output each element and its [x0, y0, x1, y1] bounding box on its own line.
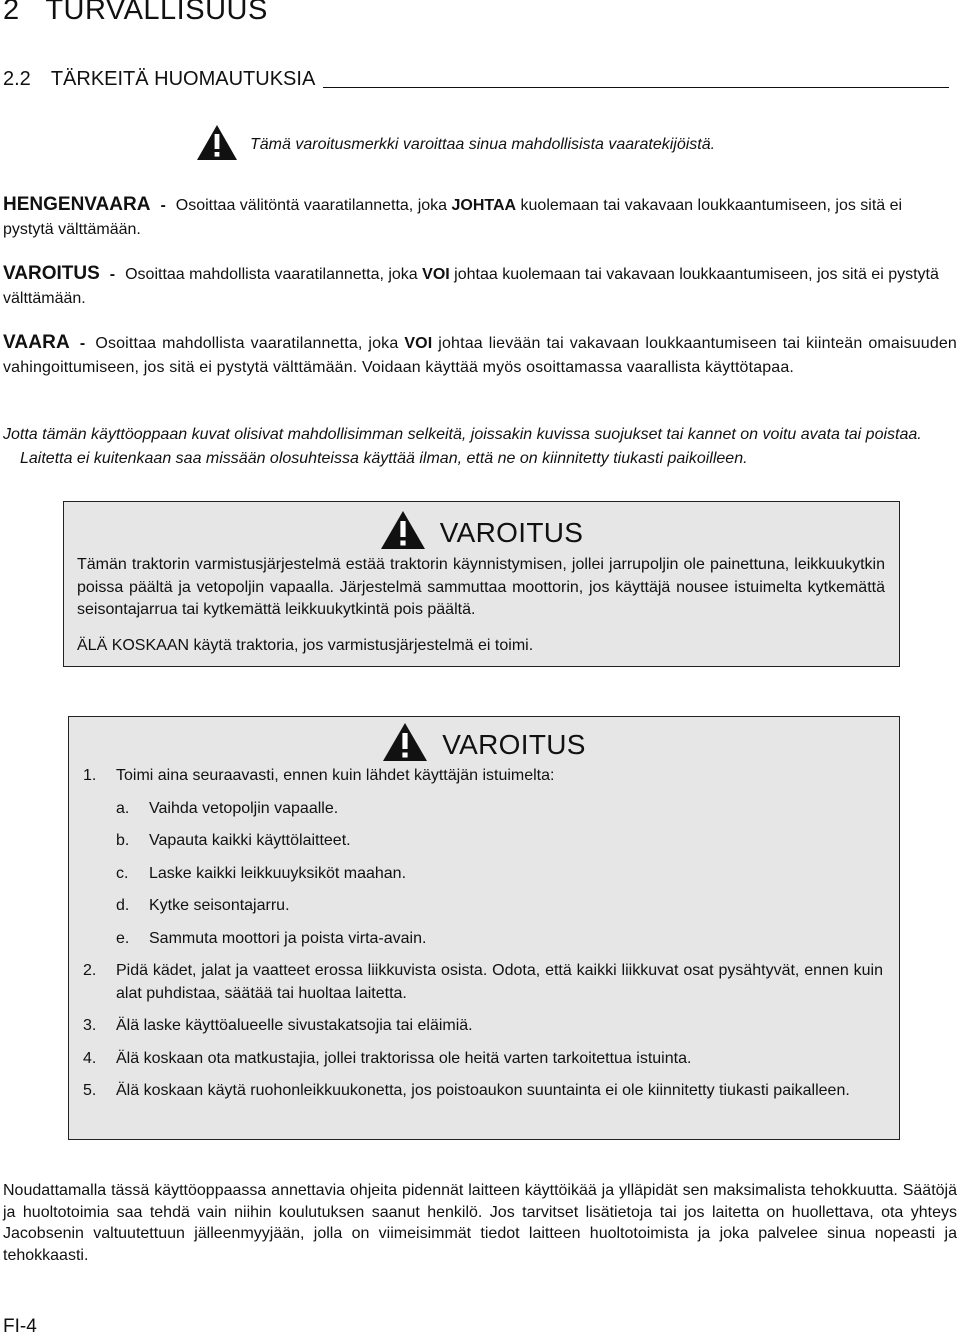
list-item-text: Vapauta kaikki käyttölaitteet.: [149, 832, 351, 849]
list-item-text: Toimi aina seuraavasti, ennen kuin lähdet käyttäjän istuimelta:: [116, 767, 555, 784]
definition-text: Osoittaa välitöntä vaaratilannetta, joka: [175, 197, 452, 214]
list-marker: 3.: [83, 1017, 97, 1034]
definition-emphasis: JOHTAA: [451, 197, 517, 214]
warning-box-title: VAROITUS: [439, 516, 584, 548]
section-rule: [323, 87, 949, 88]
safety-alert-intro: [196, 124, 715, 166]
page-number: FI-4: [3, 1316, 37, 1337]
definition-dash: -: [109, 266, 116, 283]
list-item: [83, 1080, 883, 1103]
definition-emphasis: VOI: [422, 266, 450, 283]
list-item: [83, 1015, 883, 1038]
chapter-heading: [3, 0, 268, 27]
definition-text: Osoittaa mahdollista vaaratilannetta, joka: [95, 335, 405, 352]
definition-text: Osoittaa mahdollista vaaratilannetta, joka: [125, 266, 423, 283]
section-title: TÄRKEITÄ HUOMAUTUKSIA: [50, 68, 316, 90]
warning-box-procedures: [68, 716, 900, 1140]
definition-hengenvaara: [3, 193, 957, 241]
list-marker: 1.: [83, 767, 97, 784]
warning-triangle-icon: [380, 510, 426, 555]
definition-text: johtaa kuolemaan tai vakavaan loukkaantumiseen, jos sitä ei pystytä välttämään.: [3, 266, 939, 307]
list-marker: 2.: [83, 962, 97, 979]
section-number: 2.2: [3, 68, 31, 90]
list-marker: 4.: [83, 1049, 97, 1067]
definition-vaara: [3, 331, 957, 379]
definition-dash: -: [160, 197, 166, 214]
list-marker: a.: [116, 799, 130, 817]
sub-list-item: [83, 928, 883, 951]
list-item-text: Älä laske käyttöalueelle sivustakatsojia tai eläimiä.: [116, 1017, 473, 1034]
guard-removal-note: Jotta tämän käyttöoppaan kuvat olisivat mahdollisimman selkeitä, joissakin kuvissa suojukset tai kannet on voitu avata tai poistaa. Laitetta ei kuitenkaan saa missään olosuhteissa käyttää ilman, että ne on kiinnitetty tiukasti paikoilleen.: [3, 426, 922, 467]
chapter-number: 2: [3, 0, 20, 26]
list-item-text: Älä koskaan käytä ruohonleikkuukonetta, jos poistoaukon suuntainta ei ole kiinnitetty tiukasti paikalleen.: [116, 1082, 850, 1099]
definition-text: kuolemaan tai vakavaan loukkaantumiseen, jos sitä ei pystytä välttämään.: [3, 197, 903, 238]
list-item: [83, 960, 883, 1005]
list-marker: c.: [116, 864, 129, 882]
warning-triangle-icon: [196, 124, 238, 166]
list-marker: 5.: [83, 1082, 97, 1099]
definition-term: VAARA: [3, 332, 70, 353]
list-item: [83, 765, 883, 788]
list-marker: e.: [116, 929, 130, 947]
list-item-text: Sammuta moottori ja poista virta-avain.: [149, 929, 427, 947]
list-item-text: Kytke seisontajarru.: [149, 897, 290, 914]
definition-varoitus: [3, 262, 957, 310]
list-marker: b.: [116, 832, 130, 849]
sub-list-item: [83, 863, 883, 886]
section-heading: [3, 64, 949, 90]
warning-triangle-icon: [382, 722, 428, 767]
interlock-never-paragraph: ÄLÄ KOSKAAN käytä traktoria, jos varmistusjärjestelmä ei toimi.: [77, 637, 534, 654]
maintenance-paragraph: Noudattamalla tässä käyttöoppaassa annettavia ohjeita pidennät laitteen käyttöikää ja ylläpidät sen maksimalista tehokkuutta. Säätöjä ja huoltotoimia saa tehdä vain niihin koulutuksen saanut henkilö. Jos tarvitset lisätietoja tai jos laitetta on huollettava, ota yhteys Jacobsenin valtuutettuun jälleenmyyjään, jolla on viimeisimmät tiedot laitteen huoltotoimista ja joka palvelee sinua nopeasti ja tehokkaasti.: [3, 1182, 957, 1264]
safety-list: [83, 765, 883, 1113]
intro-text: Tämä varoitusmerkki varoittaa sinua mahdollisista vaaratekijöistä.: [250, 136, 716, 153]
definition-term: HENGENVAARA: [3, 194, 151, 215]
list-item-text: Älä koskaan ota matkustajia, jollei traktorissa ole heitä varten tarkoitettua istuinta.: [116, 1049, 692, 1067]
warning-box-header: [69, 722, 899, 767]
list-item: [83, 1048, 883, 1071]
definition-term: VAROITUS: [3, 263, 100, 284]
list-marker: d.: [116, 897, 130, 914]
definition-text: johtaa lievään tai vakavaan loukkaantumiseen tai kiinteän omaisuuden vahingoittumiseen, jos sitä ei pystytä välttämään. Voidaan käyttää myös osoittamassa vaarallista käyttötapaa.: [3, 335, 957, 376]
warning-box-interlock: [63, 501, 900, 667]
definition-emphasis: VOI: [404, 335, 433, 352]
list-item-text: Vaihda vetopoljin vapaalle.: [149, 799, 339, 817]
sub-list-item: [83, 830, 883, 853]
warning-box-header: [64, 510, 899, 555]
sub-list-item: [83, 895, 883, 918]
sub-list-item: [83, 798, 883, 821]
chapter-title: TURVALLISUUS: [45, 0, 268, 26]
list-item-text: Pidä kädet, jalat ja vaatteet erossa liikkuvista osista. Odota, että kaikki liikkuvat osat pysähtyvät, ennen kuin alat puhdistaa, säätää tai huoltaa laitetta.: [116, 962, 883, 1002]
interlock-paragraph: Tämän traktorin varmistusjärjestelmä estää traktorin käynnistymisen, jollei jarrupoljin ole painettuna, leikkuukytkin poissa päältä ja vetopoljin vapaalla. Järjestelmä sammuttaa moottorin, jos käyttäjä nousee istuimelta kytkemättä seisontajarrua tai kytkemättä leikkuukytkintä pois päältä.: [77, 556, 885, 618]
list-item-text: Laske kaikki leikkuuyksiköt maahan.: [149, 864, 407, 882]
definition-dash: -: [79, 335, 86, 352]
warning-box-title: VAROITUS: [442, 728, 586, 760]
